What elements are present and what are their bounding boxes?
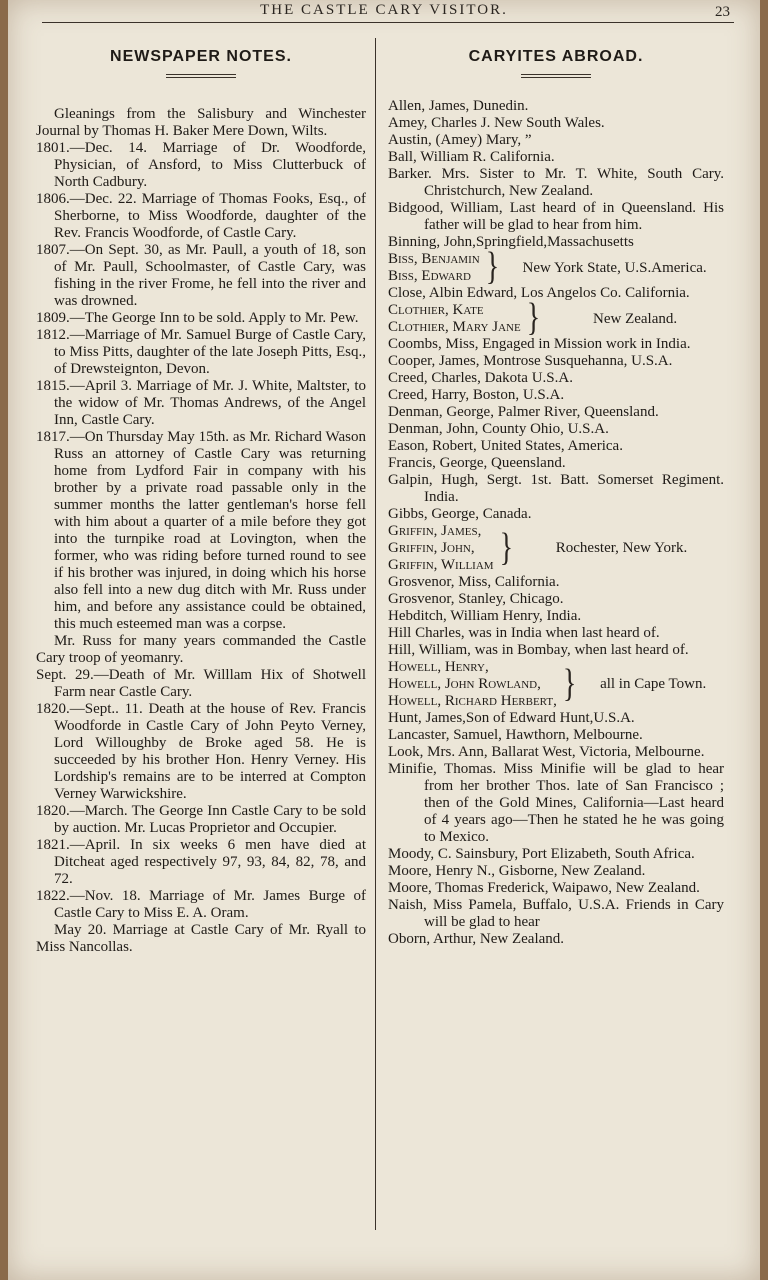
person-entry: Minifie, Thomas. Miss Minifie will be glad to hear from her brother Thos. late of San Francisco ; then of the Gold Mines, California—Last heard of 4 years ago—Then he stated he he was going to Mexico.: [388, 761, 724, 845]
person-entry: Bidgood, William, Last heard of in Queensland. His father will be glad to hear from him.: [388, 200, 724, 233]
brace-symbol: }: [485, 245, 500, 289]
person-entry: Moody, C. Sainsbury, Port Elizabeth, South Africa.: [388, 846, 695, 862]
person-entry: Austin, (Amey) Mary, ”: [388, 132, 532, 148]
note-entry: 1820.—Sept.. 11. Death at the house of Rev. Francis Woodforde in Castle Cary of John Peyto Verney, Lord Willoughby de Broke aged 58. He is succeeded by his brother Hon. Henry Verney. His Lordship's remains are to be interred at Compton Verney Warwickshire.: [36, 701, 366, 802]
group-names: [388, 659, 557, 710]
person-entry: Grosvenor, Miss, California.: [388, 574, 560, 590]
brace-symbol: }: [562, 662, 577, 706]
group-place: Rochester, New York.: [555, 540, 688, 556]
person-entry: Amey, Charles J. New South Wales.: [388, 115, 605, 131]
caryites-abroad-column: [388, 45, 724, 948]
group-place: all in Cape Town.: [600, 676, 707, 692]
column-divider: [375, 38, 376, 1230]
group-name: Griffin, William: [388, 557, 494, 573]
brace-symbol: }: [499, 526, 514, 570]
group-name: Howell, John Rowland,: [388, 676, 541, 692]
person-entry: Look, Mrs. Ann, Ballarat West, Victoria, Melbourne.: [388, 744, 705, 760]
person-entry: Moore, Thomas Frederick, Waipawo, New Zealand.: [388, 880, 700, 896]
person-entry: Cooper, James, Montrose Susquehanna, U.S.A.: [388, 353, 673, 369]
group-name: Clothier, Kate: [388, 302, 484, 318]
group-names: [388, 302, 521, 336]
group-names: [388, 523, 494, 574]
note-entry: 1801.—Dec. 14. Marriage of Dr. Woodforde, Physician, of Ansford, to Miss Clutterbuck of North Cadbury.: [36, 140, 366, 190]
note-entry: 1807.—On Sept. 30, as Mr. Paull, a youth of 18, son of Mr. Paull, Schoolmaster, of Castle Cary, was fishing in the river Frome, he fell into the river and was drowned.: [36, 242, 366, 309]
person-entry: Binning, John,Springfield,Massachusetts: [388, 234, 634, 250]
group-place: New Zealand.: [593, 310, 678, 327]
group-name: Howell, Richard Herbert,: [388, 693, 557, 709]
title-rule: [166, 74, 236, 78]
brace-symbol: }: [526, 296, 541, 340]
person-entry: Denman, John, County Ohio, U.S.A.: [388, 421, 609, 437]
person-entry: Hebditch, William Henry, India.: [388, 608, 582, 624]
note-entry: 1806.—Dec. 22. Marriage of Thomas Fooks, Esq., of Sherborne, to Miss Woodforde, daughter of the Rev. Francis Woodforde, of Castle Cary.: [36, 191, 366, 241]
note-entry: Sept. 29.—Death of Mr. Willlam Hix of Shotwell Farm near Castle Cary.: [36, 667, 366, 700]
person-entry: Denman, George, Palmer River, Queensland.: [388, 404, 659, 420]
grouped-entry: [388, 296, 724, 340]
person-entry: Creed, Harry, Boston, U.S.A.: [388, 387, 565, 403]
note-entry: 1821.—April. In six weeks 6 men have died at Ditcheat aged respectively 97, 93, 84, 82, 78, and 72.: [36, 837, 366, 887]
note-entry: Mr. Russ for many years commanded the Castle Cary troop of yeomanry.: [36, 633, 366, 666]
group-name: Griffin, James,: [388, 523, 482, 539]
grouped-entry: [388, 245, 724, 289]
person-entry: Oborn, Arthur, New Zealand.: [388, 931, 565, 947]
person-entry: Coombs, Miss, Engaged in Mission work in India.: [388, 336, 691, 352]
person-entry: Hill, William, was in Bombay, when last heard of.: [388, 642, 689, 658]
note-entry: May 20. Marriage at Castle Cary of Mr. Ryall to Miss Nancollas.: [36, 922, 366, 955]
person-entry: Hunt, James,Son of Edward Hunt,U.S.A.: [388, 710, 635, 726]
running-head: THE CASTLE CARY VISITOR.: [260, 2, 508, 18]
note-entry: 1820.—March. The George Inn Castle Cary to be sold by auction. Mr. Lucas Proprietor and Occupier.: [36, 803, 366, 836]
group-place: New York State, U.S.America.: [522, 259, 707, 276]
note-entry: 1817.—On Thursday May 15th. as Mr. Richard Wason Russ an attorney of Castle Cary was returning home from Lydford Fair in company with his brother by a private road passable only in the summer months the latter gentleman's horse fell with him about a quarter of a mile before they got into the turnpike road at Lovington, when the former, who was riding before turned round to see if his brother was injured, in doing which his horse also fell into a new dug ditch with Mr. Russ under him, and before any assistance could be obtained, this much esteemed man was a corpse.: [36, 429, 366, 632]
column-title: NEWSPAPER NOTES.: [110, 48, 292, 65]
title-rule: [521, 74, 591, 78]
group-names: [388, 251, 480, 285]
newspaper-notes-column: [36, 45, 366, 956]
person-entry: Gibbs, George, Canada.: [388, 506, 532, 522]
group-name: Howell, Henry,: [388, 659, 489, 675]
page: [8, 0, 760, 1280]
person-entry: Barker. Mrs. Sister to Mr. T. White, South Cary. Christchurch, New Zealand.: [388, 166, 724, 199]
intro-paragraph: Gleanings from the Salisbury and Winchester Journal by Thomas H. Baker Mere Down, Wilts.: [36, 106, 366, 139]
caryites-list: [388, 98, 724, 948]
note-entry: 1809.—The George Inn to be sold. Apply to Mr. Pew.: [36, 310, 359, 326]
group-name: Griffin, John,: [388, 540, 475, 556]
person-entry: Galpin, Hugh, Sergt. 1st. Batt. Somerset Regiment. India.: [388, 472, 724, 505]
grouped-entry: [388, 659, 724, 710]
person-entry: Eason, Robert, United States, America.: [388, 438, 623, 454]
person-entry: Ball, William R. California.: [388, 149, 555, 165]
page-number: 23: [715, 4, 730, 20]
notes-list: [36, 106, 366, 956]
person-entry: Hill Charles, was in India when last heard of.: [388, 625, 660, 641]
note-entry: 1815.—April 3. Marriage of Mr. J. White, Maltster, to the widow of Mr. Thomas Andrews, of the Angel Inn, Castle Cary.: [36, 378, 366, 428]
person-entry: Francis, George, Queensland.: [388, 455, 566, 471]
column-title: CARYITES ABROAD.: [468, 48, 644, 65]
person-entry: Lancaster, Samuel, Hawthorn, Melbourne.: [388, 727, 643, 743]
person-entry: Moore, Henry N., Gisborne, New Zealand.: [388, 863, 646, 879]
person-entry: Grosvenor, Stanley, Chicago.: [388, 591, 564, 607]
person-entry: Allen, James, Dunedin.: [388, 98, 529, 114]
note-entry: 1822.—Nov. 18. Marriage of Mr. James Burge of Castle Cary to Miss E. A. Oram.: [36, 888, 366, 921]
grouped-entry: [388, 523, 724, 574]
person-entry: Close, Albin Edward, Los Angelos Co. California.: [388, 285, 690, 301]
group-name: Biss, Edward: [388, 268, 471, 284]
note-entry: 1812.—Marriage of Mr. Samuel Burge of Castle Cary, to Miss Pitts, daughter of the late Joseph Pitts, Esq., of Drewsteignton, Devon.: [36, 327, 366, 377]
person-entry: Creed, Charles, Dakota U.S.A.: [388, 370, 573, 386]
person-entry: Naish, Miss Pamela, Buffalo, U.S.A. Friends in Cary will be glad to hear: [388, 897, 724, 930]
header-rule: [42, 22, 734, 23]
group-name: Biss, Benjamin: [388, 251, 480, 267]
group-name: Clothier, Mary Jane: [388, 319, 521, 335]
